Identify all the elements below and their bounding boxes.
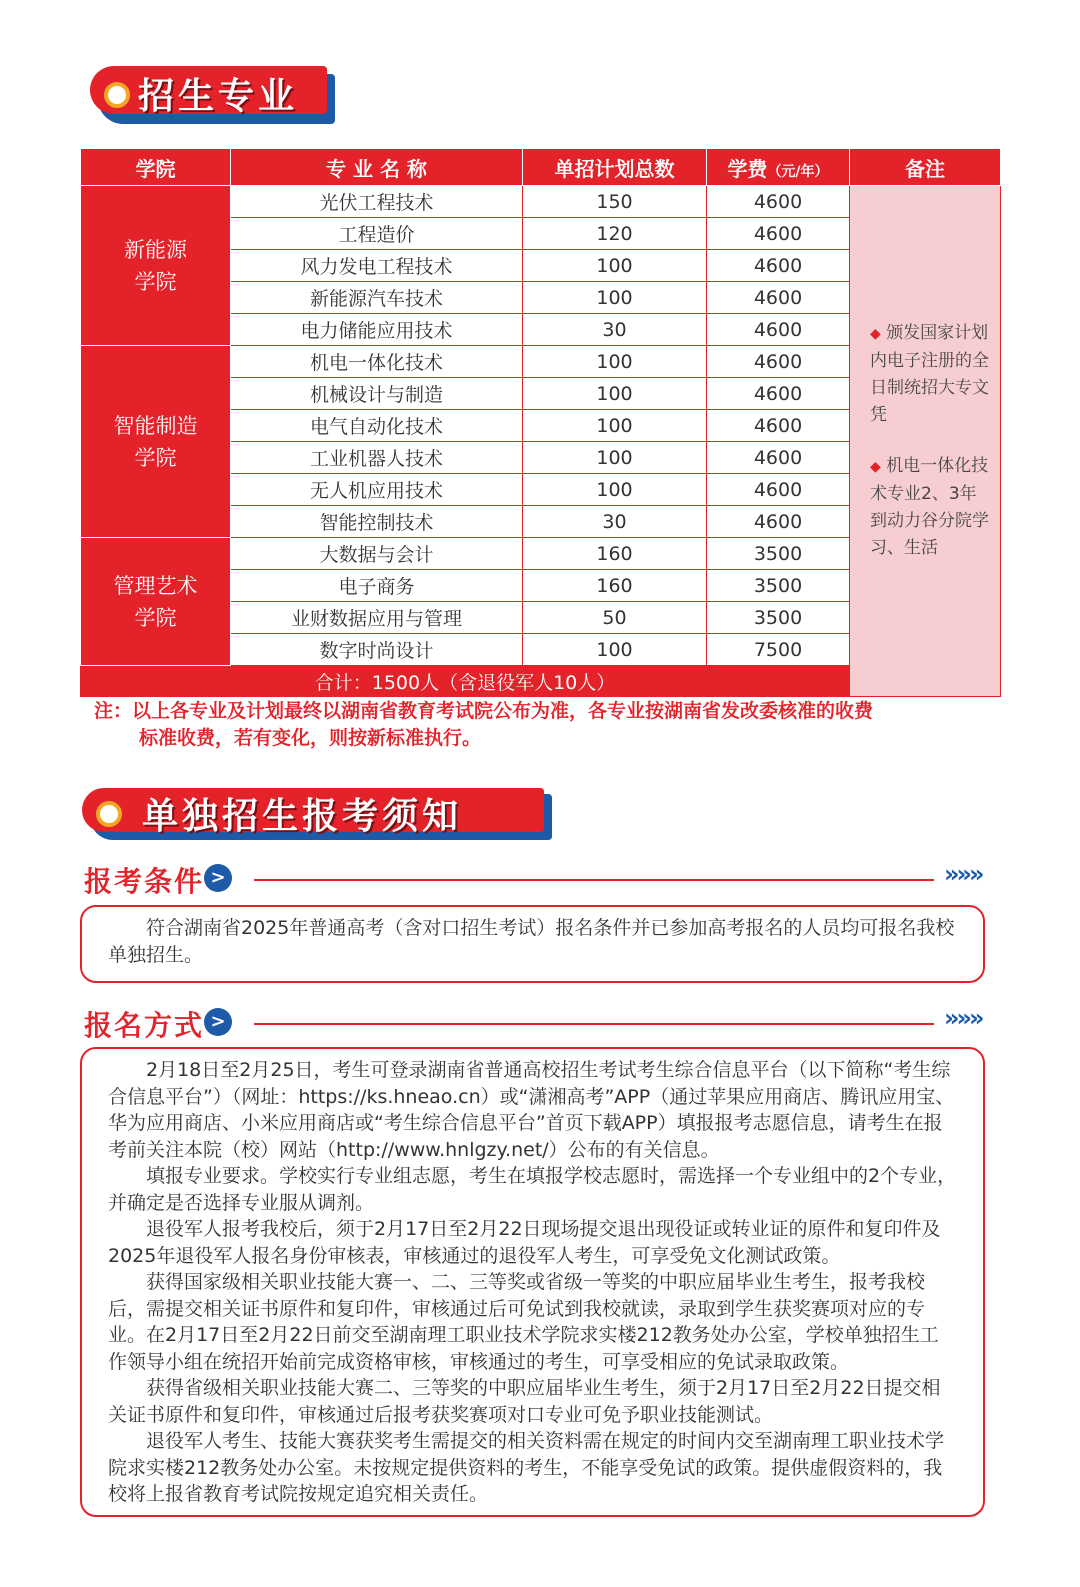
major-cell: 业财数据应用与管理 <box>231 602 523 634</box>
tuition-cell: 4600 <box>707 474 850 506</box>
major-cell: 数字时尚设计 <box>231 634 523 666</box>
plan-cell: 100 <box>523 346 707 378</box>
header-plan: 单招计划总数 <box>523 149 707 186</box>
divider <box>254 879 934 881</box>
subhead-method <box>84 1004 1004 1044</box>
plan-cell: 100 <box>523 250 707 282</box>
major-cell: 大数据与会计 <box>231 538 523 570</box>
method-paragraph: 填报专业要求。学校实行专业组志愿，考生在填报学校志愿时，需选择一个专业组中的2个专业，并确定是否选择专业服从调剂。 <box>108 1165 957 1214</box>
tuition-cell: 3500 <box>707 538 850 570</box>
tuition-cell: 4600 <box>707 186 850 218</box>
method-paragraph: 退役军人考生、技能大赛获奖考生需提交的相关资料需在规定的时间内交至湖南理工职业技术学院求实楼212教务处办公室。未按规定提供资料的考生，不能享受免试的政策。提供虚假资料的，我校将上报省教育考试院按规定追究相关责任。 <box>108 1430 945 1505</box>
subhead-conditions <box>84 860 1004 900</box>
major-cell: 光伏工程技术 <box>231 186 523 218</box>
major-cell: 机械设计与制造 <box>231 378 523 410</box>
major-cell: 新能源汽车技术 <box>231 282 523 314</box>
major-cell: 电气自动化技术 <box>231 410 523 442</box>
college-cell: 新能源 学院 <box>81 186 231 346</box>
header-major: 专 业 名 称 <box>231 149 523 186</box>
section-banner-notice <box>82 788 552 840</box>
plan-cell: 100 <box>523 634 707 666</box>
arrow-right-icon: > <box>204 1008 232 1036</box>
subhead-title: 报考条件 <box>84 865 205 898</box>
plan-cell: 100 <box>523 282 707 314</box>
section-banner-enrollment <box>90 66 335 124</box>
conditions-box <box>80 905 985 983</box>
tuition-cell: 4600 <box>707 218 850 250</box>
tuition-cell: 3500 <box>707 602 850 634</box>
plan-cell: 30 <box>523 314 707 346</box>
section-title: 招生专业 <box>138 76 299 117</box>
college-cell: 管理艺术 学院 <box>81 538 231 666</box>
major-cell: 电子商务 <box>231 570 523 602</box>
divider <box>254 1023 934 1025</box>
chevrons-right-icon: »»» <box>944 1004 982 1032</box>
header-college: 学院 <box>81 149 231 186</box>
major-cell: 电力储能应用技术 <box>231 314 523 346</box>
arrow-right-icon: > <box>204 864 232 892</box>
section-title: 单独招生报考须知 <box>142 796 463 837</box>
major-cell: 工业机器人技术 <box>231 442 523 474</box>
remark-line-1: 注：以上各专业及计划最终以湖南省教育考试院公布为准，各专业按湖南省发改委核准的收费 <box>94 700 874 722</box>
method-paragraph: 2月18日至2月25日，考生可登录湖南省普通高校招生考试考生综合信息平台（以下简称“考生综合信息平台”）（网址：https://ks.hneao.cn）或“潇湘高考”APP（通过苹果应用商店、腾讯应用宝、华为应用商店、小米应用商店或“考生综合信息平台”首页下载APP）填报报考志愿信息，请考生在报考前关注本院（校）网站（http://www.hnlgzy.net/）公布的有关信息。 <box>108 1059 955 1161</box>
table-row <box>81 186 1001 218</box>
method-paragraph: 退役军人报考我校后，须于2月17日至2月22日现场提交退出现役证或转业证的原件和复印件及2025年退役军人报名身份审核表，审核通过的退役军人考生，可享受免文化测试政策。 <box>108 1218 941 1267</box>
total-cell: 合计：1500人（含退役军人10人） <box>81 666 850 697</box>
plan-cell: 30 <box>523 506 707 538</box>
plan-cell: 150 <box>523 186 707 218</box>
tuition-cell: 4600 <box>707 506 850 538</box>
tuition-cell: 4600 <box>707 282 850 314</box>
method-paragraph: 获得国家级相关职业技能大赛一、二、三等奖或省级一等奖的中职应届毕业生考生，报考我校后，需提交相关证书原件和复印件，审核通过后可免试到我校就读，录取到学生获奖赛项对应的专业。在2月17日至2月22日前交至湖南理工职业技术学院求实楼212教务处办公室，学校单独招生工作领导小组在统招开始前完成资格审核，审核通过的考生，可享受相应的免试录取政策。 <box>108 1271 939 1373</box>
plan-cell: 100 <box>523 474 707 506</box>
major-cell: 机电一体化技术 <box>231 346 523 378</box>
banner-dot-icon <box>104 82 130 108</box>
major-cell: 无人机应用技术 <box>231 474 523 506</box>
header-note: 备注 <box>850 149 1001 186</box>
major-cell: 风力发电工程技术 <box>231 250 523 282</box>
header-tuition: 学费（元/年） <box>707 149 850 186</box>
table-header-row <box>81 149 1001 186</box>
plan-cell: 100 <box>523 410 707 442</box>
remark <box>94 698 994 752</box>
subhead-title: 报名方式 <box>84 1009 205 1042</box>
diamond-icon: ◆ <box>870 459 881 475</box>
chevrons-right-icon: »»» <box>944 860 982 888</box>
conditions-text: 符合湖南省2025年普通高考（含对口招生考试）报名条件并已参加高考报名的人员均可报名我校单独招生。 <box>108 917 955 966</box>
tuition-cell: 4600 <box>707 314 850 346</box>
college-cell: 智能制造 学院 <box>81 346 231 538</box>
tuition-cell: 4600 <box>707 410 850 442</box>
banner-dot-icon <box>96 801 122 827</box>
major-cell: 智能控制技术 <box>231 506 523 538</box>
note-cell: ◆ 颁发国家计划内电子注册的全日制统招大专文凭 ◆ 机电一体化技术专业2、3年到动力谷分院学习、生活 <box>850 186 1001 697</box>
method-box <box>80 1047 985 1517</box>
tuition-cell: 4600 <box>707 250 850 282</box>
remark-line-2: 标准收费，若有变化，则按新标准执行。 <box>139 727 482 749</box>
tuition-cell: 3500 <box>707 570 850 602</box>
plan-cell: 120 <box>523 218 707 250</box>
plan-cell: 100 <box>523 378 707 410</box>
plan-cell: 160 <box>523 570 707 602</box>
tuition-cell: 4600 <box>707 378 850 410</box>
tuition-cell: 4600 <box>707 346 850 378</box>
enrollment-table <box>80 148 1001 697</box>
diamond-icon: ◆ <box>870 326 881 342</box>
tuition-cell: 7500 <box>707 634 850 666</box>
plan-cell: 50 <box>523 602 707 634</box>
method-paragraph: 获得省级相关职业技能大赛二、三等奖的中职应届毕业生考生，须于2月17日至2月22日提交相关证书原件和复印件，审核通过后报考获奖赛项对口专业可免予职业技能测试。 <box>108 1377 941 1426</box>
plan-cell: 100 <box>523 442 707 474</box>
major-cell: 工程造价 <box>231 218 523 250</box>
plan-cell: 160 <box>523 538 707 570</box>
tuition-cell: 4600 <box>707 442 850 474</box>
